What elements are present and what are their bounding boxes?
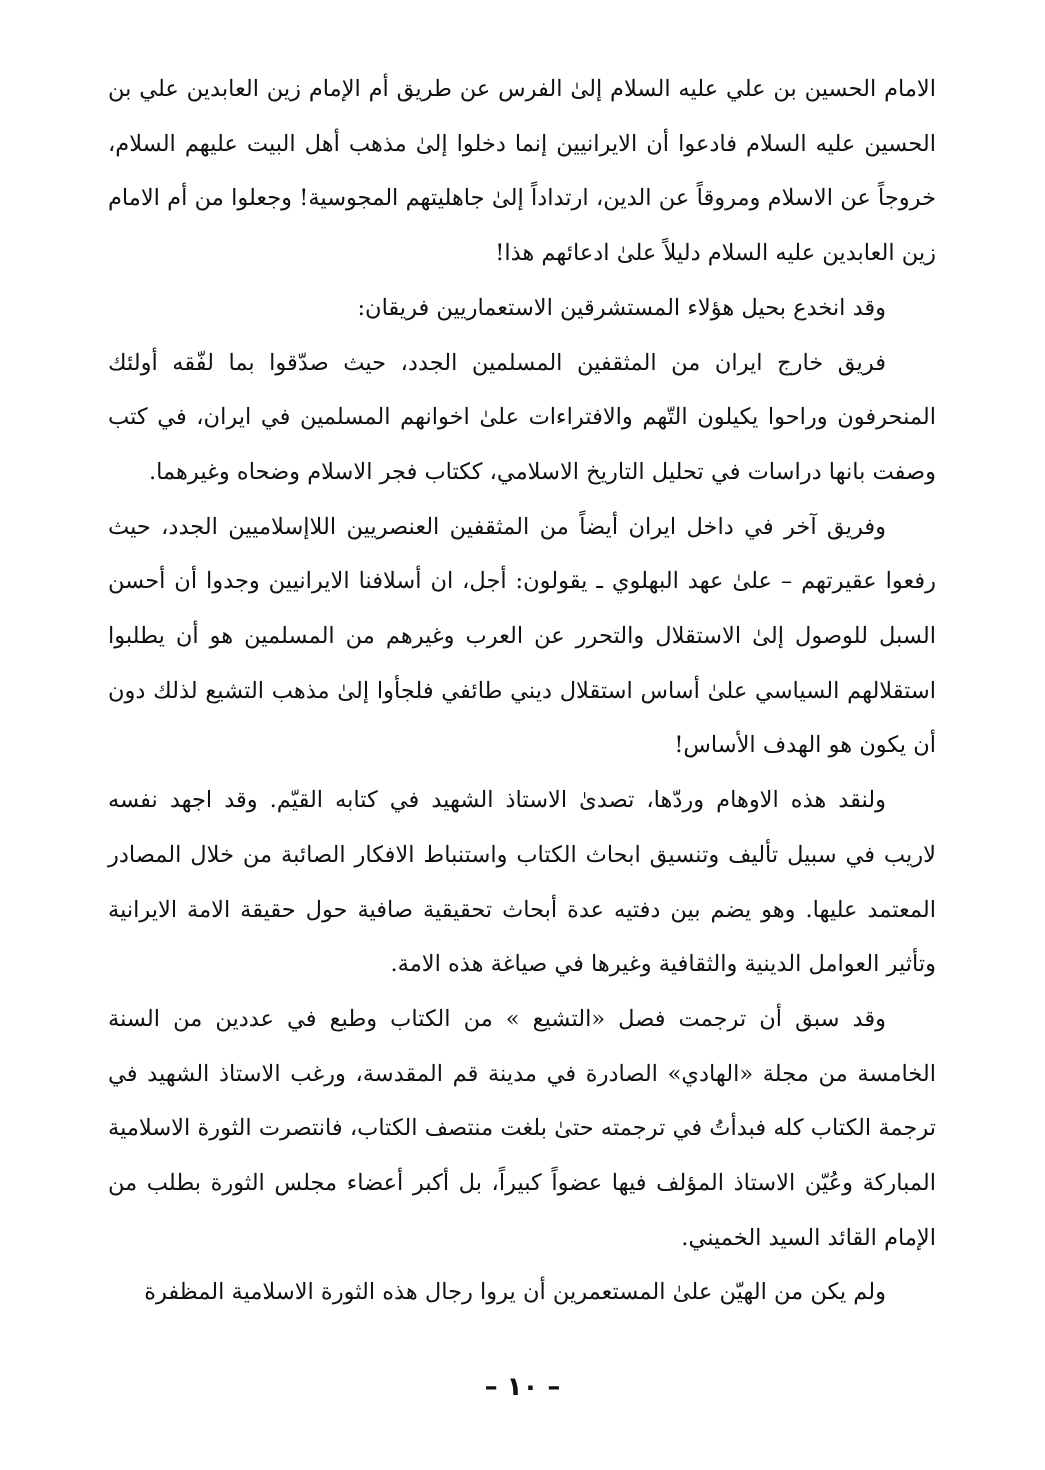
body-text xyxy=(108,62,936,1320)
paragraph: وفريق آخر في داخل ايران أيضاً من المثقفين العنصريين اللاإسلاميين الجدد، حيث رفعوا عقيرتهم – علىٰ عهد البهلوي ـ يقولون: أجل، ان أسلافنا الايرانيين وجدوا أن أحسن السبل للوصول إلىٰ الاستقلال والتحرر عن العرب وغيرهم من المسلمين هو أن يطلبوا استقلالهم السياسي علىٰ أساس استقلال ديني طائفي فلجأوا إلىٰ مذهب التشيع لذلك دون أن يكون هو الهدف الأساس! xyxy=(108,513,936,759)
paragraph-continuation: الامام الحسين بن علي عليه السلام إلىٰ الفرس عن طريق أم الإمام زين العابدين علي بن الحسين عليه السلام فادعوا أن الايرانيين إنما دخلوا إلىٰ مذهب أهل البيت عليهم السلام، خروجاً عن الاسلام ومروقاً عن الدين، ارتداداً إلىٰ جاهليتهم المجوسية! وجعلوا من أم الامام زين العابدين عليه السلام دليلاً علىٰ ادعائهم هذا! xyxy=(108,76,936,267)
paragraph: ولنقد هذه الاوهام وردّها، تصدىٰ الاستاذ الشهيد في كتابه القيّم. وقد اجهد نفسه لاريب في سبيل تأليف وتنسيق ابحاث الكتاب واستنباط الافكار الصائبة من خلال المصادر المعتمد عليها. وهو يضم بين دفتيه عدة أبحاث تحقيقية صافية حول حقيقة الامة الايرانية وتأثير العوامل الدينية والثقافية وغيرها في صياغة هذه الامة. xyxy=(108,787,936,978)
paragraph: وقد انخدع بحيل هؤلاء المستشرقين الاستعماريين فريقان: xyxy=(357,294,886,321)
page-number: – ١٠ – xyxy=(484,1372,561,1402)
paragraph: فريق خارج ايران من المثقفين المسلمين الجدد، حيث صدّقوا بما لفّقه أولئك المنحرفون وراحوا يكيلون التّهم والافتراءات علىٰ اخوانهم المسلمين في ايران، في كتب وصفت بانها دراسات في تحليل التاريخ الاسلامي، ككتاب فجر الاسلام وضحاه وغيرهما. xyxy=(108,349,936,485)
paragraph: ولم يكن من الهيّن علىٰ المستعمرين أن يروا رجال هذه الثورة الاسلامية المظفرة xyxy=(144,1279,886,1306)
paragraph: وقد سبق أن ترجمت فصل «التشيع » من الكتاب وطبع في عددين من السنة الخامسة من مجلة «الهادي» الصادرة في مدينة قم المقدسة، ورغب الاستاذ الشهيد في ترجمة الكتاب كله فبدأتُ في ترجمته حتىٰ بلغت منتصف الكتاب، فانتصرت الثورة الاسلامية المباركة وعُيّن الاستاذ المؤلف فيها عضواً كبيراً، بل أكبر أعضاء مجلس الثورة بطلب من الإمام القائد السيد الخميني. xyxy=(108,1005,936,1251)
